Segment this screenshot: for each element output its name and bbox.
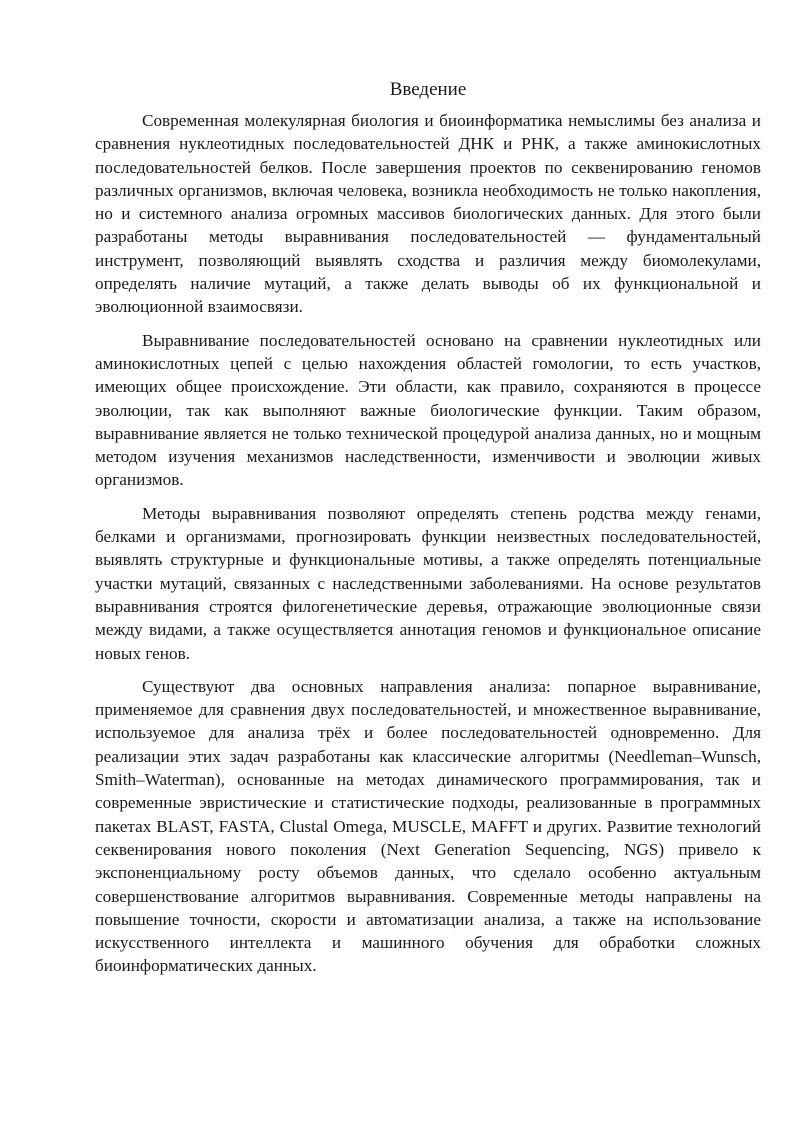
paragraph-3: Методы выравнивания позволяют определять степень родства между генами, белками и организмами, прогнозировать функции неизвестных последовательностей, выявлять структурные и функциональные мотивы, а также определять потенциальные участки мутаций, связанных с наследственными заболеваниями. На основе результатов выравнивания строятся филогенетические деревья, отражающие эволюционные связи между видами, а также осуществляется аннотация геномов и функциональное описание новых генов.: [95, 503, 761, 663]
paragraph-1: Современная молекулярная биология и биоинформатика немыслимы без анализа и сравнения нуклеотидных последовательностей ДНК и РНК, а также аминокислотных последовательностей белков. После завершения проектов по секвенированию геномов различных организмов, включая человека, возникла необходимость не только накопления, но и системного анализа огромных массивов биологических данных. Для этого были разработаны методы выравнивания последовательностей — фундаментальный инструмент, позволяющий выявлять сходства и различия между биомолекулами, определять наличие мутаций, а также делать выводы об их функциональной и эволюционной взаимосвязи.: [95, 111, 761, 317]
paragraph-2: Выравнивание последовательностей основано на сравнении нуклеотидных или аминокислотных цепей с целью нахождения областей гомологии, то есть участков, имеющих общее происхождение. Эти области, как правило, сохраняются в процессе эволюции, так как выполняют важные биологические функции. Таким образом, выравнивание является не только технической процедурой анализа данных, но и мощным методом изучения механизмов наследственности, изменчивости и эволюции живых организмов.: [95, 330, 761, 490]
paragraph-4: Существуют два основных направления анализа: попарное выравнивание, применяемое для сравнения двух последовательностей, и множественное выравнивание, используемое для анализа трёх и более последовательностей одновременно. Для реализации этих задач разработаны как классические алгоритмы (Needleman–Wunsch, Smith–Waterman), основанные на методах динамического программирования, так и современные эвристические и статистические подходы, реализованные в программных пакетах BLAST, FASTA, Clustal Omega, MUSCLE, MAFFT и других. Развитие технологий секвенирования нового поколения (Next Generation Sequencing, NGS) привело к экспоненциальному росту объемов данных, что сделало особенно актуальным совершенствование алгоритмов выравнивания. Современные методы направлены на повышение точности, скорости и автоматизации анализа, а также на использование искусственного интеллекта и машинного обучения для обработки сложных биоинформатических данных.: [95, 676, 761, 976]
page-title: Введение: [389, 79, 467, 100]
document-body: [95, 78, 761, 988]
